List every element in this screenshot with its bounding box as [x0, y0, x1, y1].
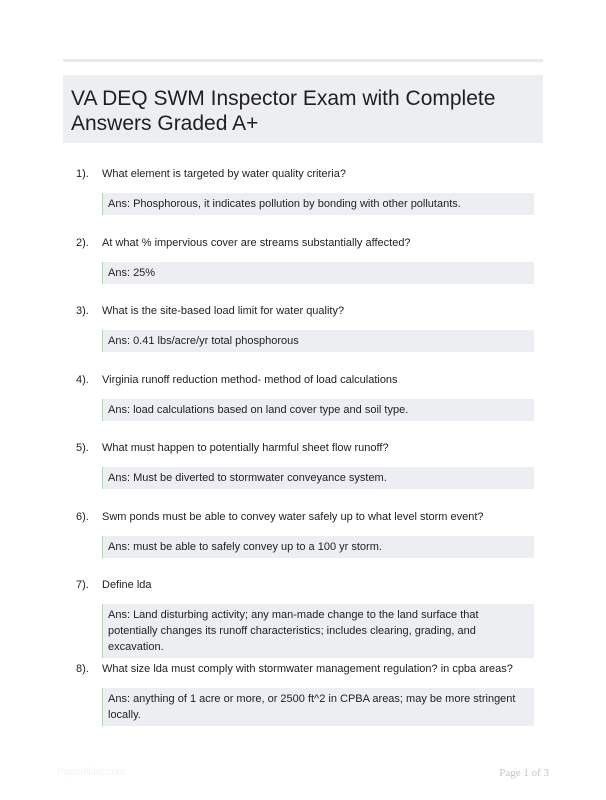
- watermark-text: PaperNibc.com: [57, 767, 126, 778]
- question-number: 2).: [76, 237, 89, 249]
- question-number: 3).: [76, 305, 89, 317]
- question-text: What is the site-based load limit for water quality?: [102, 305, 345, 317]
- question-text: Define lda: [102, 579, 152, 591]
- question-text: Virginia runoff reduction method- method of load calculations: [102, 374, 398, 386]
- question-number: 7).: [76, 579, 89, 591]
- answer-box: Ans: must be able to safely convey up to a 100 yr storm.: [102, 536, 534, 558]
- question-text: Swm ponds must be able to convey water safely up to what level storm event?: [102, 511, 484, 523]
- question-number: 4).: [76, 374, 89, 386]
- question-number: 8).: [76, 663, 89, 675]
- answer-box: Ans: Must be diverted to stormwater conveyance system.: [102, 467, 534, 489]
- answer-box: Ans: load calculations based on land cover type and soil type.: [102, 399, 534, 421]
- question-text: At what % impervious cover are streams substantially affected?: [102, 237, 411, 249]
- answer-box: Ans: 25%: [102, 262, 534, 284]
- answer-box: Ans: 0.41 lbs/acre/yr total phosphorous: [102, 330, 534, 352]
- question-number: 5).: [76, 442, 89, 454]
- question-text: What must happen to potentially harmful sheet flow runoff?: [102, 442, 389, 454]
- page-indicator: Page 1 of 3: [499, 767, 549, 779]
- document-title: VA DEQ SWM Inspector Exam with Complete Answers Graded A+: [71, 87, 496, 135]
- answer-box: Ans: Land disturbing activity; any man-made change to the land surface that potentially changes its runoff characteristics; includes clearing, grading, and excavation.: [102, 604, 534, 658]
- question-text: What element is targeted by water quality criteria?: [102, 168, 346, 180]
- question-number: 1).: [76, 168, 89, 180]
- question-number: 6).: [76, 511, 89, 523]
- answer-box: Ans: Phosphorous, it indicates pollution by bonding with other pollutants.: [102, 193, 534, 215]
- question-text: What size lda must comply with stormwater management regulation? in cpba areas?: [102, 663, 513, 675]
- answer-box: Ans: anything of 1 acre or more, or 2500 ft^2 in CPBA areas; may be more stringent locally.: [102, 688, 534, 726]
